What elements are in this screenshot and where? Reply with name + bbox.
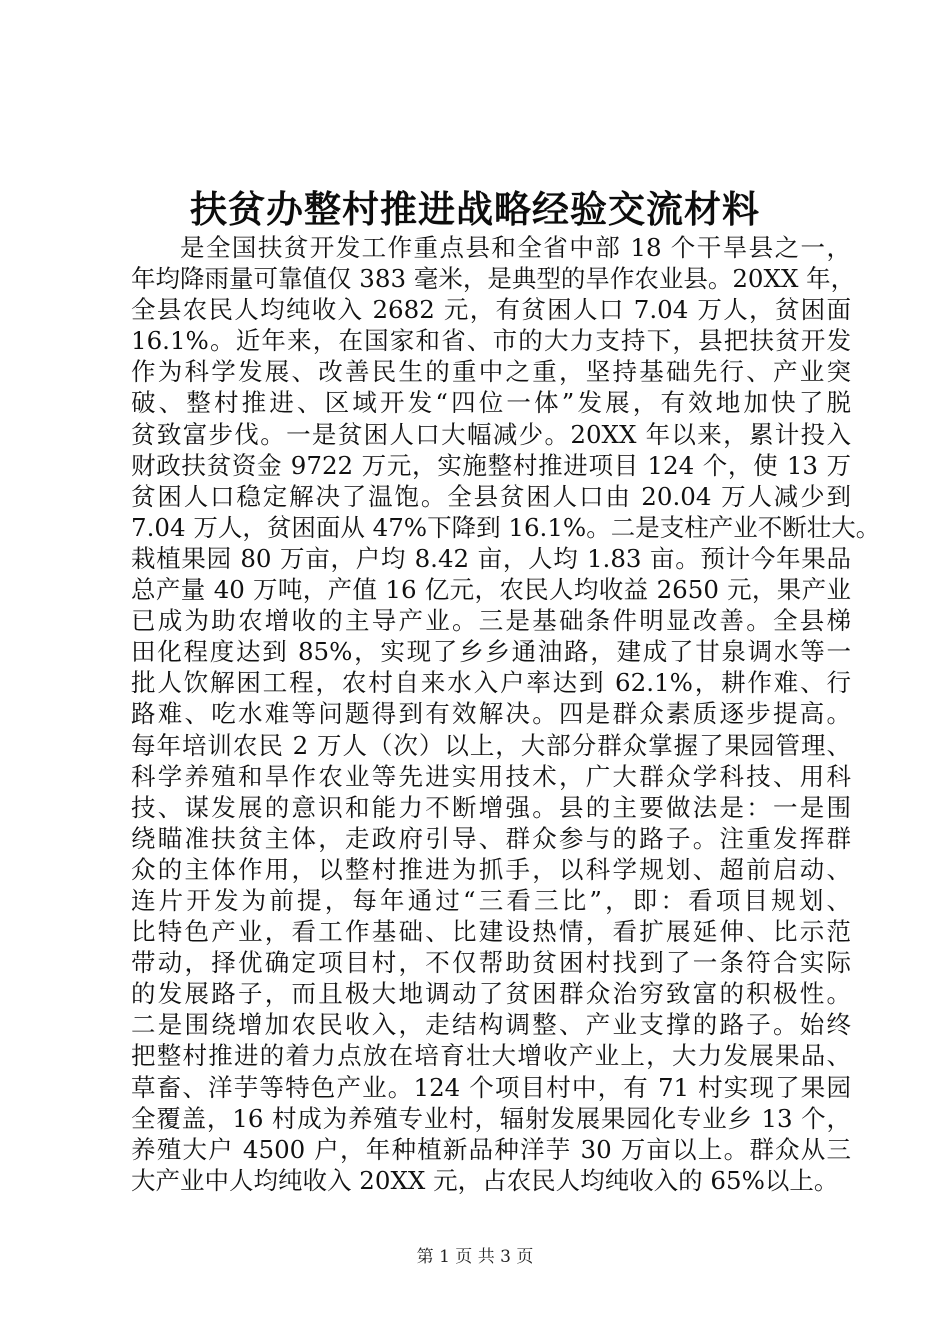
body-line: 全覆盖，16 村成为养殖专业村，辐射发展果园化专业乡 13 个， (131, 1103, 851, 1133)
body-line: 每年培训农民 2 万人（次）以上，大部分群众掌握了果园管理、 (131, 730, 851, 760)
body-line: 贫致富步伐。一是贫困人口大幅减少。20XX 年以来，累计投入 (131, 419, 851, 449)
body-line: 贫困人口稳定解决了温饱。全县贫困人口由 20.04 万人减少到 (131, 481, 851, 511)
body-line: 科学养殖和旱作农业等先进实用技术，广大群众学科技、用科 (131, 761, 851, 791)
body-line: 田化程度达到 85%，实现了乡乡通油路，建成了甘泉调水等一 (131, 637, 851, 667)
body-line: 草畜、洋芋等特色产业。124 个项目村中，有 71 村实现了果园 (131, 1072, 851, 1102)
body-line: 路难、吃水难等问题得到有效解决。四是群众素质逐步提高。 (131, 699, 851, 729)
body-line: 16.1%。近年来，在国家和省、市的大力支持下，县把扶贫开发 (131, 326, 851, 356)
body-line: 破、整村推进、区域开发“四位一体”发展，有效地加快了脱 (131, 388, 851, 418)
document-title: 扶贫办整村推进战略经验交流材料 (190, 187, 760, 231)
body-line: 已成为助农增收的主导产业。三是基础条件明显改善。全县梯 (131, 606, 851, 636)
body-line: 带动，择优确定项目村，不仅帮助贫困村找到了一条符合实际 (131, 948, 851, 978)
body-line: 总产量 40 万吨，产值 16 亿元，农民人均收益 2650 元，果产业 (131, 575, 851, 605)
body-line: 连片开发为前提，每年通过“三看三比”，即：看项目规划、 (131, 885, 851, 915)
document-body (131, 232, 881, 1196)
body-line: 栽植果园 80 万亩，户均 8.42 亩，人均 1.83 亩。预计今年果品 (131, 543, 851, 573)
body-line: 财政扶贫资金 9722 万元，实施整村推进项目 124 个，使 13 万 (131, 450, 851, 480)
body-line: 是全国扶贫开发工作重点县和全省中部 18 个干旱县之一， (180, 233, 851, 262)
body-line: 把整村推进的着力点放在培育壮大增收产业上，大力发展果品、 (131, 1041, 851, 1071)
body-line: 养殖大户 4500 户，年种植新品种洋芋 30 万亩以上。群众从三 (131, 1134, 851, 1164)
body-line: 比特色产业，看工作基础、比建设热情，看扩展延伸、比示范 (131, 917, 851, 947)
body-line: 二是围绕增加农民收入，走结构调整、产业支撑的路子。始终 (131, 1010, 851, 1040)
body-line: 年均降雨量可靠值仅 383 毫米，是典型的旱作农业县。20XX 年， (131, 264, 856, 294)
page-number-footer: 第 1 页 共 3 页 (416, 1247, 534, 1267)
body-line: 全县农民人均纯收入 2682 元，有贫困人口 7.04 万人，贫困面 (131, 295, 851, 325)
body-line: 绕瞄准扶贫主体，走政府引导、群众参与的路子。注重发挥群 (131, 823, 851, 853)
body-line: 作为科学发展、改善民生的重中之重，坚持基础先行、产业突 (131, 357, 851, 387)
body-line: 众的主体作用，以整村推进为抓手，以科学规划、超前启动、 (131, 854, 851, 884)
body-line: 7.04 万人，贫困面从 47%下降到 16.1%。二是支柱产业不断壮大。 (131, 512, 881, 542)
body-line: 的发展路子，而且极大地调动了贫困群众治穷致富的积极性。 (131, 979, 851, 1009)
body-line: 大产业中人均纯收入 20XX 元，占农民人均纯收入的 65%以上。 (131, 1165, 839, 1195)
body-line: 批人饮解困工程，农村自来水入户率达到 62.1%，耕作难、行 (131, 668, 851, 698)
body-line: 技、谋发展的意识和能力不断增强。县的主要做法是：一是围 (131, 792, 851, 822)
